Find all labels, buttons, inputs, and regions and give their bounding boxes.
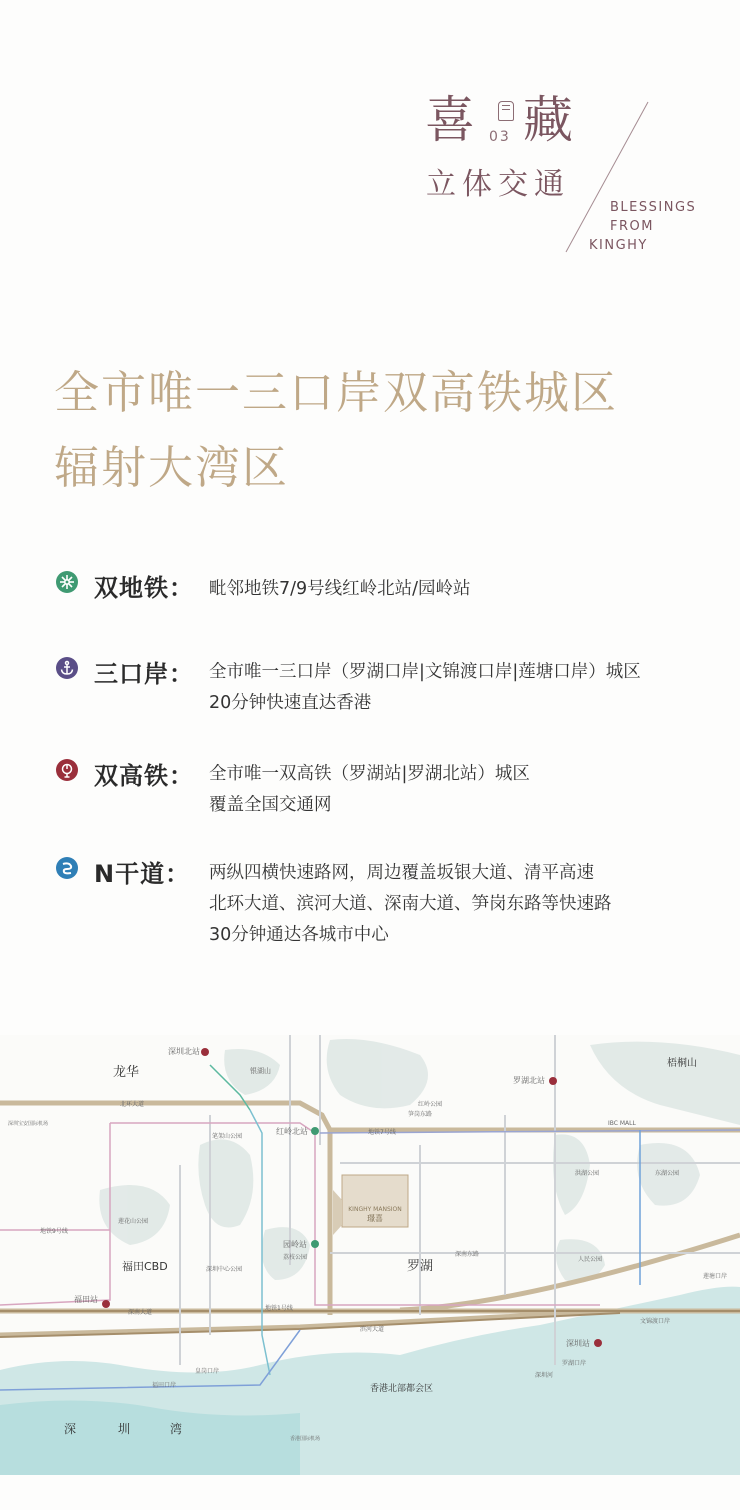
header-char-xi: 喜 [425, 91, 477, 149]
metro-icon [56, 571, 78, 593]
map-region-longhua: 龙华 [113, 1065, 140, 1080]
headline-line-2: 辐射大湾区 [54, 441, 290, 494]
feature-line-roads-3: 30分钟通达各城市中心 [209, 925, 389, 945]
project-cn: 璟喜 [367, 1214, 383, 1223]
map-road-binhe: 滨河大道 [360, 1326, 385, 1333]
map-line-1: 地铁1号线 [265, 1305, 293, 1312]
map-hk-airport: 香港国际机场 [290, 1436, 321, 1442]
map-road-sungang: 笋岗东路 [408, 1111, 433, 1118]
railway-icon [56, 759, 78, 781]
map-station-futian: 福田站 [74, 1295, 98, 1304]
header-english-2: FROM [610, 219, 654, 234]
feature-title-roads: N干道： [94, 860, 191, 888]
feature-line-ports-2: 20分钟快速直达香港 [209, 693, 372, 713]
map-port-luohu: 罗湖口岸 [562, 1360, 587, 1367]
header-subtitle: 立体交通 [426, 167, 570, 202]
map-bay-3: 湾 [170, 1422, 183, 1436]
map-baoan-airport: 深圳宝安国际机场 [8, 1121, 49, 1127]
map-park-central: 深圳中心公园 [206, 1266, 243, 1273]
map-park-renmin: 人民公园 [578, 1256, 603, 1263]
headline-line-1: 全市唯一三口岸双高铁城区 [54, 366, 619, 419]
map-line-7: 地铁7号线 [368, 1129, 396, 1136]
map-shenzhen-river: 深圳河 [535, 1372, 554, 1379]
map-park-donghu: 东湖公园 [655, 1170, 680, 1177]
map-station-shenzhenbei: 深圳北站 [168, 1047, 200, 1056]
map-bay-2: 圳 [118, 1422, 131, 1436]
map-region-luohu: 罗湖 [407, 1259, 434, 1274]
map-park-lizhi: 荔枝公园 [283, 1254, 308, 1261]
map-port-wenjindu: 文锦渡口岸 [640, 1318, 671, 1325]
map-station-luohubei: 罗湖北站 [513, 1076, 545, 1085]
map-park-hongling: 红岭公园 [418, 1101, 443, 1108]
map-region-wutong: 梧桐山 [667, 1058, 697, 1069]
feature-line-railway-2: 覆盖全国交通网 [209, 795, 332, 815]
map-bay-1: 深 [64, 1422, 77, 1436]
map-station-honglingbei: 红岭北站 [276, 1127, 308, 1136]
map-ibc-mall: IBC MALL [608, 1120, 636, 1127]
project-en: KINGHY MANSION [348, 1206, 402, 1213]
seal-icon [498, 101, 514, 121]
map-region-hk-north: 香港北部都会区 [370, 1384, 434, 1394]
feature-line-railway-1: 全市唯一双高铁（罗湖站|罗湖北站）城区 [209, 764, 530, 784]
map-port-huanggang: 皇岗口岸 [195, 1368, 220, 1375]
traffic-map [0, 1035, 740, 1475]
map-port-liantang: 莲塘口岸 [703, 1273, 728, 1280]
header-english-1: BLESSINGS [610, 200, 697, 215]
map-park-lianhua: 莲花山公园 [118, 1218, 149, 1225]
feature-title-metro: 双地铁： [94, 574, 194, 602]
header-number: 03 [489, 129, 511, 145]
map-yinhushan: 银湖山 [250, 1067, 271, 1075]
feature-line-roads-1: 两纵四横快速路网，周边覆盖坂银大道、清平高速 [209, 863, 594, 883]
map-region-futian: 福田CBD [122, 1260, 168, 1273]
map-station-yuanling: 园岭站 [283, 1240, 307, 1249]
feature-line-metro-1: 毗邻地铁7/9号线红岭北站/园岭站 [209, 579, 471, 599]
map-park-bijia: 笔架山公园 [212, 1133, 243, 1140]
map-station-shenzhen: 深圳站 [566, 1339, 590, 1348]
map-road-shennandong: 深南东路 [455, 1251, 480, 1258]
map-line-9: 地铁9号线 [40, 1228, 68, 1235]
map-port-futian: 福田口岸 [152, 1382, 177, 1389]
header-english-3: KINGHY [589, 238, 648, 253]
feature-line-ports-1: 全市唯一三口岸（罗湖口岸|文锦渡口岸|莲塘口岸）城区 [209, 662, 641, 682]
feature-title-ports: 三口岸： [94, 660, 194, 688]
map-road-shennan: 深南大道 [128, 1309, 153, 1316]
header-char-cang: 藏 [523, 91, 575, 149]
road-icon [56, 857, 78, 879]
feature-title-railway: 双高铁： [94, 762, 194, 790]
feature-line-roads-2: 北环大道、滨河大道、深南大道、笋岗东路等快速路 [209, 894, 612, 914]
anchor-icon [56, 657, 78, 679]
map-park-honghu: 洪湖公园 [575, 1170, 600, 1177]
map-road-beihuan: 北环大道 [120, 1101, 145, 1108]
